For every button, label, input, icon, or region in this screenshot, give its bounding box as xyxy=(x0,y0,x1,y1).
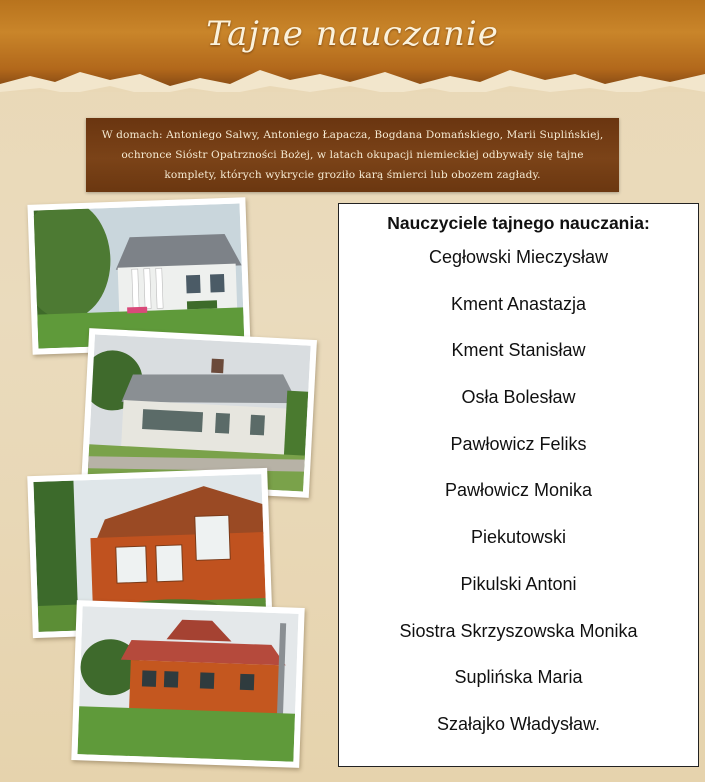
teacher-list xyxy=(339,234,698,748)
teacher-name: Cegłowski Mieczysław xyxy=(428,247,609,267)
teacher-name: Siostra Skrzyszowska Monika xyxy=(399,620,638,641)
teachers-title: Nauczyciele tajnego nauczania: xyxy=(387,213,650,233)
teacher-name: Suplińska Maria xyxy=(454,667,583,688)
teacher-name: Osła Bolesław xyxy=(461,387,576,408)
header-banner xyxy=(0,0,705,92)
teachers-panel xyxy=(338,203,699,767)
teacher-name: Pikulski Antoni xyxy=(460,573,577,594)
teacher-name: Piekutowski xyxy=(470,527,567,548)
teacher-name: Pawłowicz Feliks xyxy=(450,433,587,454)
teacher-name: Kment Anastazja xyxy=(450,293,587,314)
caption-box xyxy=(86,118,619,192)
page-title: Tajne nauczanie xyxy=(206,14,499,54)
teacher-name: Kment Stanisław xyxy=(451,340,586,361)
photo-house-two-storey xyxy=(71,600,304,768)
torn-paper-edge xyxy=(0,62,705,92)
caption-text: W domach: Antoniego Salwy, Antoniego Łapacza, Bogdana Domańskiego, Marii Suplińskiej, ochronce Sióstr Opatrzności Bożej, w latach okupacji niemieckiej odbywały się tajne komplety, których wykrycie groziło karą śmierci lub obozem zagłady. xyxy=(101,129,604,181)
teacher-name: Szałajko Władysław. xyxy=(436,713,601,734)
teacher-name: Pawłowicz Monika xyxy=(444,480,593,501)
